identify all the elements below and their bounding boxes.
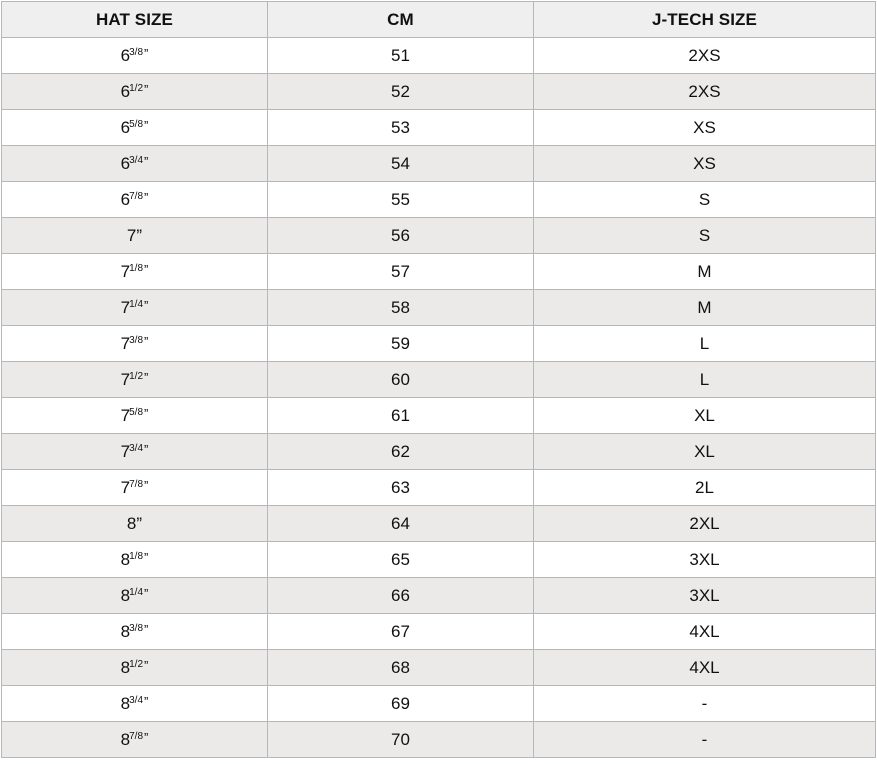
table-row — [2, 506, 876, 542]
hat-size-cell — [2, 578, 268, 614]
hat-size-cell — [2, 38, 268, 74]
hat-size-fraction: 3/8 — [129, 46, 144, 58]
hat-size-whole: 6 — [120, 81, 131, 101]
table-row — [2, 578, 876, 614]
cm-cell: 52 — [268, 74, 534, 110]
cm-cell: 51 — [268, 38, 534, 74]
inch-mark: ” — [144, 441, 149, 457]
hat-size-whole: 7 — [120, 333, 131, 353]
header-row — [2, 2, 876, 38]
table-row — [2, 470, 876, 506]
hat-size-cell — [2, 326, 268, 362]
hat-size-cell — [2, 434, 268, 470]
jtech-size-cell: 3XL — [534, 578, 876, 614]
inch-mark: ” — [144, 81, 149, 97]
inch-mark: ” — [144, 369, 149, 385]
hat-size-cell — [2, 74, 268, 110]
header-cm: CM — [268, 2, 534, 38]
cm-cell: 65 — [268, 542, 534, 578]
cm-cell: 54 — [268, 146, 534, 182]
jtech-size-cell: 4XL — [534, 614, 876, 650]
table-row — [2, 182, 876, 218]
jtech-size-cell: S — [534, 182, 876, 218]
table-row — [2, 686, 876, 722]
hat-size-fraction: 5/8 — [129, 118, 144, 130]
inch-mark: ” — [144, 45, 149, 61]
table-row — [2, 74, 876, 110]
hat-size-table — [1, 1, 876, 758]
table-row — [2, 254, 876, 290]
hat-size-fraction: 1/8 — [129, 262, 144, 274]
hat-size-cell — [2, 506, 268, 542]
cm-cell: 58 — [268, 290, 534, 326]
hat-size-whole: 8 — [126, 513, 137, 533]
hat-size-fraction: 3/4 — [129, 694, 144, 706]
hat-size-whole: 8 — [120, 729, 131, 749]
table-row — [2, 326, 876, 362]
hat-size-fraction: 3/4 — [129, 442, 144, 454]
jtech-size-cell: XL — [534, 434, 876, 470]
hat-size-cell — [2, 110, 268, 146]
cm-cell: 61 — [268, 398, 534, 434]
table-row — [2, 218, 876, 254]
hat-size-fraction: 1/8 — [129, 550, 144, 562]
hat-size-whole: 7 — [120, 297, 131, 317]
inch-mark: ” — [144, 657, 149, 673]
table-row — [2, 38, 876, 74]
hat-size-whole: 8 — [120, 621, 131, 641]
hat-size-whole: 6 — [120, 153, 131, 173]
jtech-size-cell: 2XS — [534, 38, 876, 74]
hat-size-fraction: 1/4 — [129, 586, 144, 598]
hat-size-whole: 8 — [120, 585, 131, 605]
inch-mark: ” — [144, 153, 149, 169]
cm-cell: 62 — [268, 434, 534, 470]
hat-size-fraction: 3/8 — [129, 622, 144, 634]
hat-size-whole: 7 — [120, 477, 131, 497]
hat-size-fraction: 1/2 — [129, 658, 144, 670]
table-header — [2, 2, 876, 38]
cm-cell: 64 — [268, 506, 534, 542]
hat-size-cell — [2, 290, 268, 326]
cm-cell: 69 — [268, 686, 534, 722]
hat-size-whole: 6 — [120, 45, 131, 65]
inch-mark: ” — [144, 333, 149, 349]
table-row — [2, 722, 876, 758]
table-row — [2, 542, 876, 578]
header-hat-size: HAT SIZE — [2, 2, 268, 38]
hat-size-whole: 7 — [120, 405, 131, 425]
jtech-size-cell: 2XL — [534, 506, 876, 542]
cm-cell: 56 — [268, 218, 534, 254]
inch-mark: ” — [144, 549, 149, 565]
jtech-size-cell: XS — [534, 146, 876, 182]
inch-mark: ” — [144, 477, 149, 493]
hat-size-whole: 7 — [126, 225, 137, 245]
hat-size-fraction: 7/8 — [129, 478, 144, 490]
cm-cell: 66 — [268, 578, 534, 614]
hat-size-cell — [2, 362, 268, 398]
jtech-size-cell: M — [534, 290, 876, 326]
inch-mark: ” — [144, 405, 149, 421]
table-row — [2, 146, 876, 182]
inch-mark: ” — [144, 189, 149, 205]
jtech-size-cell: XL — [534, 398, 876, 434]
inch-mark: ” — [136, 225, 143, 245]
table-row — [2, 290, 876, 326]
hat-size-fraction: 1/2 — [129, 82, 144, 94]
table-row — [2, 434, 876, 470]
jtech-size-cell: 4XL — [534, 650, 876, 686]
table-row — [2, 614, 876, 650]
cm-cell: 55 — [268, 182, 534, 218]
table-row — [2, 110, 876, 146]
inch-mark: ” — [144, 621, 149, 637]
hat-size-fraction: 3/8 — [129, 334, 144, 346]
hat-size-fraction: 1/4 — [129, 298, 144, 310]
hat-size-cell — [2, 146, 268, 182]
jtech-size-cell: 2L — [534, 470, 876, 506]
hat-size-fraction: 5/8 — [129, 406, 144, 418]
hat-size-whole: 7 — [120, 441, 131, 461]
jtech-size-cell: 2XS — [534, 74, 876, 110]
hat-size-whole: 7 — [120, 369, 131, 389]
hat-size-fraction: 3/4 — [129, 154, 144, 166]
hat-size-cell — [2, 650, 268, 686]
inch-mark: ” — [144, 693, 149, 709]
cm-cell: 53 — [268, 110, 534, 146]
hat-size-cell — [2, 542, 268, 578]
hat-size-cell — [2, 470, 268, 506]
inch-mark: ” — [144, 261, 149, 277]
table-body — [2, 38, 876, 758]
inch-mark: ” — [144, 585, 149, 601]
cm-cell: 57 — [268, 254, 534, 290]
cm-cell: 60 — [268, 362, 534, 398]
hat-size-fraction: 7/8 — [129, 190, 144, 202]
hat-size-whole: 6 — [120, 117, 131, 137]
jtech-size-cell: M — [534, 254, 876, 290]
inch-mark: ” — [144, 729, 149, 745]
jtech-size-cell: - — [534, 686, 876, 722]
hat-size-cell — [2, 398, 268, 434]
hat-size-whole: 6 — [120, 189, 131, 209]
hat-size-cell — [2, 182, 268, 218]
inch-mark: ” — [144, 297, 149, 313]
table-row — [2, 398, 876, 434]
cm-cell: 63 — [268, 470, 534, 506]
hat-size-cell — [2, 686, 268, 722]
inch-mark: ” — [136, 513, 143, 533]
header-jtech-size: J-TECH SIZE — [534, 2, 876, 38]
jtech-size-cell: XS — [534, 110, 876, 146]
hat-size-cell — [2, 614, 268, 650]
hat-size-cell — [2, 218, 268, 254]
cm-cell: 70 — [268, 722, 534, 758]
jtech-size-cell: 3XL — [534, 542, 876, 578]
inch-mark: ” — [144, 117, 149, 133]
hat-size-fraction: 7/8 — [129, 730, 144, 742]
hat-size-fraction: 1/2 — [129, 370, 144, 382]
jtech-size-cell: L — [534, 326, 876, 362]
table-row — [2, 650, 876, 686]
cm-cell: 68 — [268, 650, 534, 686]
cm-cell: 59 — [268, 326, 534, 362]
hat-size-whole: 8 — [120, 657, 131, 677]
hat-size-whole: 8 — [120, 549, 131, 569]
cm-cell: 67 — [268, 614, 534, 650]
jtech-size-cell: - — [534, 722, 876, 758]
jtech-size-cell: L — [534, 362, 876, 398]
table-row — [2, 362, 876, 398]
jtech-size-cell: S — [534, 218, 876, 254]
hat-size-whole: 7 — [120, 261, 131, 281]
hat-size-whole: 8 — [120, 693, 131, 713]
hat-size-cell — [2, 722, 268, 758]
hat-size-cell — [2, 254, 268, 290]
